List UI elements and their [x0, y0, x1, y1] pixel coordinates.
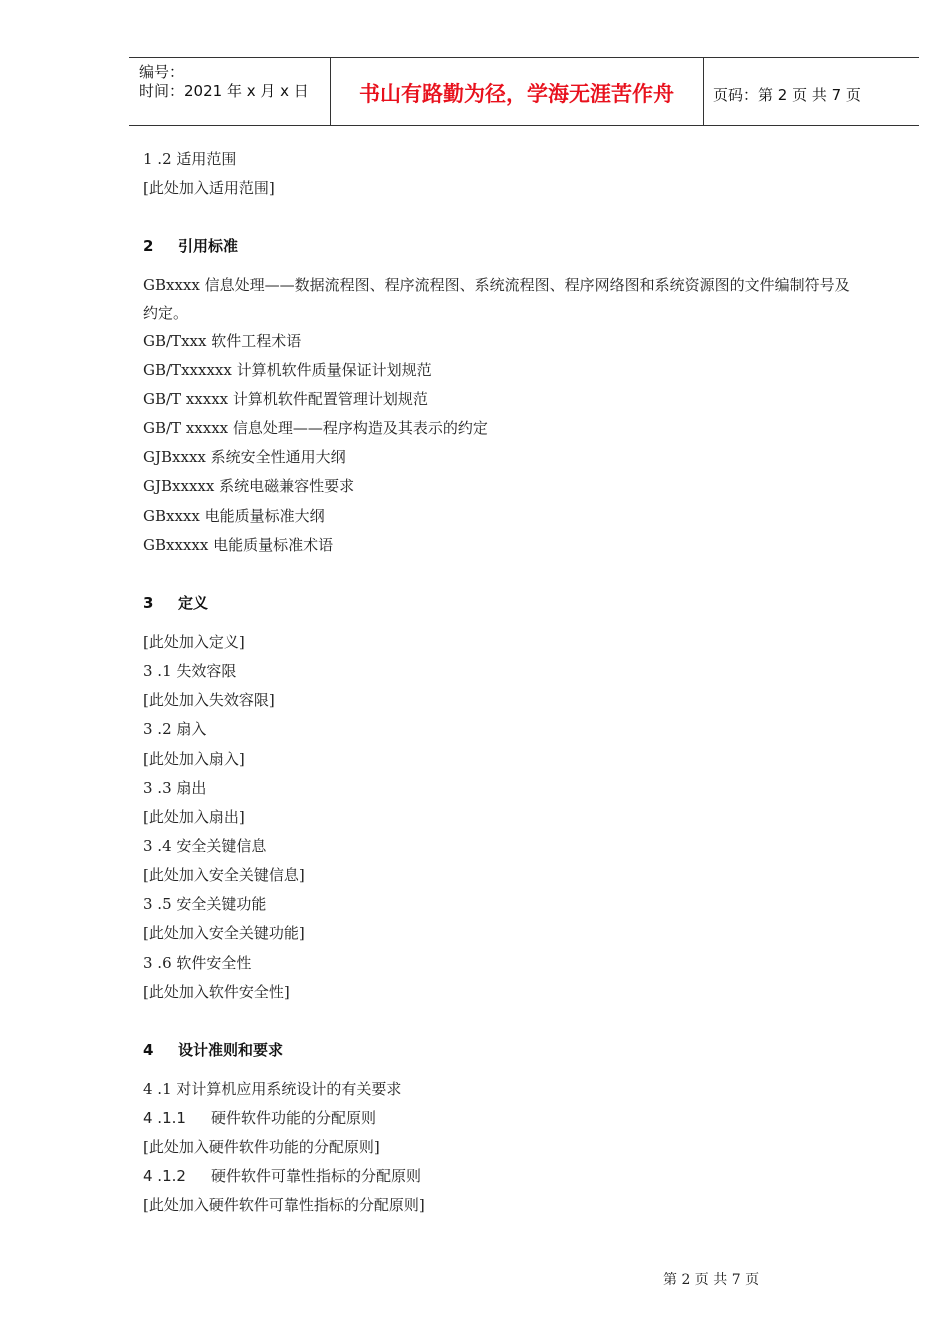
section-3-2-title: 3 .2 扇入	[143, 720, 207, 738]
section-2-number: 2	[143, 237, 154, 255]
section-3-5-text: [此处加入安全关键功能]	[143, 924, 305, 942]
reference-9: GBxxxxx 电能质量标准术语	[143, 536, 334, 554]
section-4-1-1-label: 硬件软件功能的分配原则	[211, 1109, 377, 1127]
reference-1-line-a: GBxxxx 信息处理——数据流程图、程序流程图、系统流程图、程序网络图和系统资源图的文件编制符号及	[143, 276, 850, 294]
section-4-1-title: 4 .1 对计算机应用系统设计的有关要求	[143, 1080, 402, 1098]
reference-5: GB/T xxxxx 信息处理——程序构造及其表示的约定	[143, 419, 488, 437]
section-4-1-2-number: 4 .1.2	[143, 1167, 186, 1185]
section-1-2-text: [此处加入适用范围]	[143, 179, 275, 197]
section-4-1-1-text: [此处加入硬件软件功能的分配原则]	[143, 1138, 380, 1156]
section-3-4-text: [此处加入安全关键信息]	[143, 866, 305, 884]
section-2-heading	[143, 235, 238, 256]
serial-label: 编号：	[139, 63, 185, 81]
section-3-6-title: 3 .6 软件安全性	[143, 954, 252, 972]
definition-text: [此处加入定义]	[143, 633, 245, 651]
reference-4: GB/T xxxxx 计算机软件配置管理计划规范	[143, 390, 428, 408]
section-4-1-2-title	[143, 1165, 421, 1186]
section-3-2-text: [此处加入扇入]	[143, 750, 245, 768]
reference-8: GBxxxx 电能质量标准大纲	[143, 507, 325, 525]
header-motto: 书山有路勤为径，学海无涯苦作舟	[359, 82, 674, 106]
date-label: 时间：2021 年 x 月 x 日	[139, 82, 309, 100]
reference-2: GB/Txxx 软件工程术语	[143, 332, 302, 350]
section-4-title: 设计准则和要求	[178, 1041, 284, 1059]
reference-6: GJBxxxx 系统安全性通用大纲	[143, 448, 346, 466]
section-4-1-1-number: 4 .1.1	[143, 1109, 186, 1127]
section-1-2-title: 1 .2 适用范围	[143, 150, 237, 168]
header-bottom-rule	[129, 125, 919, 126]
reference-3: GB/Txxxxxx 计算机软件质量保证计划规范	[143, 361, 432, 379]
page-footer: 第 2 页 共 7 页	[663, 1272, 760, 1288]
section-4-1-2-text: [此处加入硬件软件可靠性指标的分配原则]	[143, 1196, 425, 1214]
reference-1-line-b: 约定。	[143, 304, 189, 322]
section-3-heading	[143, 592, 208, 613]
section-4-heading	[143, 1039, 283, 1060]
section-2-title: 引用标准	[178, 237, 239, 255]
header-top-rule	[129, 57, 919, 58]
section-4-number: 4	[143, 1041, 154, 1059]
section-3-4-title: 3 .4 安全关键信息	[143, 837, 267, 855]
header-divider-right	[703, 57, 704, 125]
section-3-6-text: [此处加入软件安全性]	[143, 983, 290, 1001]
section-4-1-2-label: 硬件软件可靠性指标的分配原则	[211, 1167, 422, 1185]
section-4-1-1-title	[143, 1107, 376, 1128]
section-3-number: 3	[143, 594, 154, 612]
section-3-5-title: 3 .5 安全关键功能	[143, 895, 267, 913]
section-3-1-text: [此处加入失效容限]	[143, 691, 275, 709]
section-3-title: 定义	[178, 594, 209, 612]
page-label: 页码：第 2 页 共 7 页	[713, 86, 861, 104]
section-3-3-text: [此处加入扇出]	[143, 808, 245, 826]
section-3-3-title: 3 .3 扇出	[143, 779, 207, 797]
section-3-1-title: 3 .1 失效容限	[143, 662, 237, 680]
reference-7: GJBxxxxx 系统电磁兼容性要求	[143, 477, 355, 495]
